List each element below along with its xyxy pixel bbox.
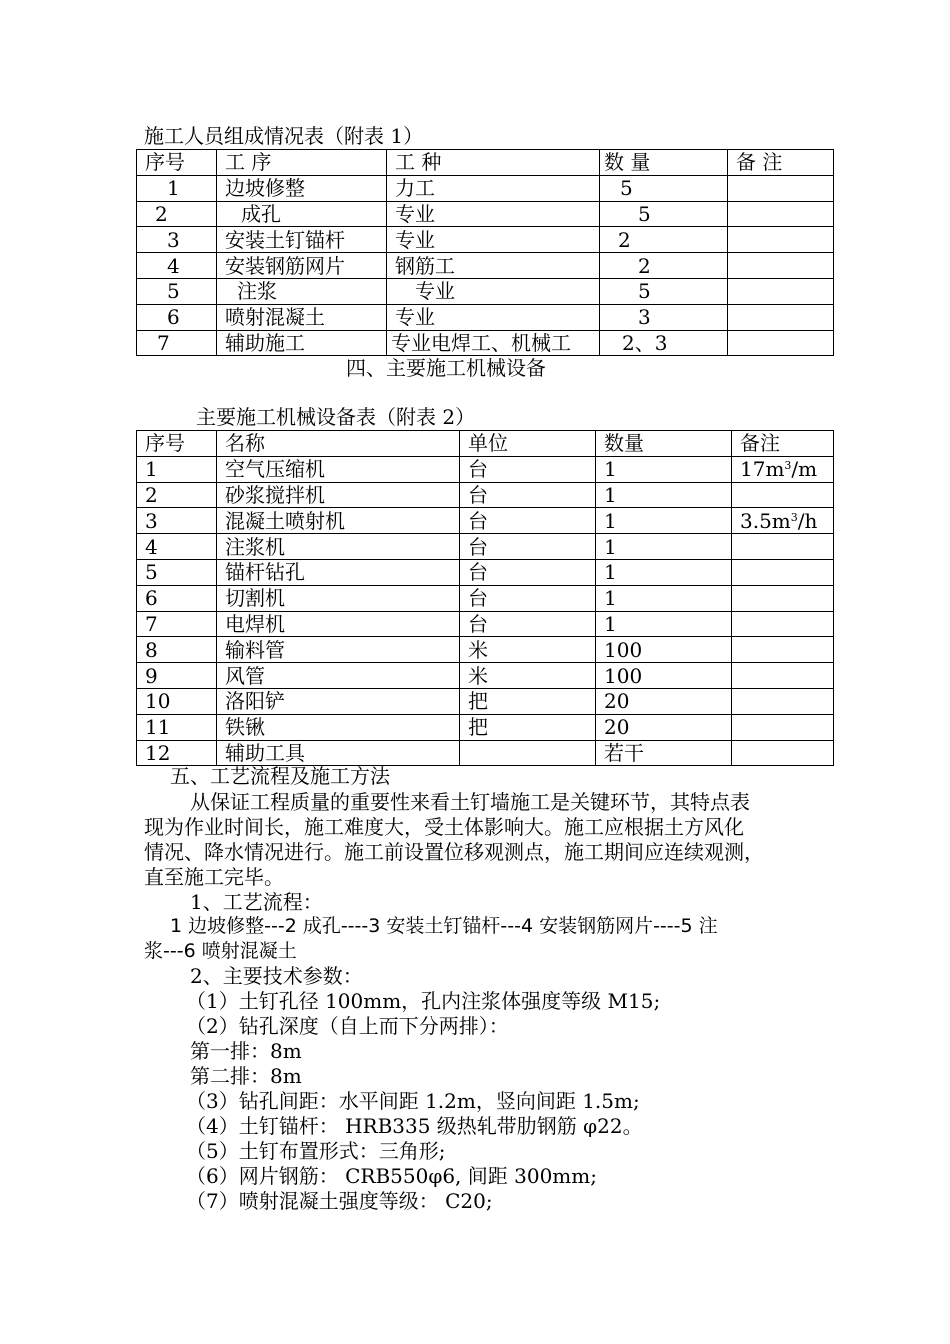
table-cell: 11	[137, 714, 217, 740]
header-cell: 数 量	[600, 150, 728, 176]
param-item: 第一排：8m	[190, 1039, 302, 1063]
table-cell: 若干	[596, 740, 732, 766]
table1-caption: 施工人员组成情况表（附表 1）	[144, 124, 424, 148]
param-item: （7）喷射混凝土强度等级： C20;	[186, 1189, 493, 1213]
table-cell	[728, 175, 834, 201]
table-cell: 混凝土喷射机	[217, 508, 460, 534]
table-cell: 辅助施工	[217, 330, 387, 356]
remark-text: $17m^3/m$	[740, 457, 818, 482]
table-row	[137, 304, 834, 330]
params-title: 2、主要技术参数：	[190, 964, 363, 988]
table-cell	[732, 740, 834, 766]
table-row	[137, 201, 834, 227]
table-cell: 3	[600, 304, 728, 330]
table-cell: 洛阳铲	[217, 688, 460, 714]
table-cell: 10	[137, 688, 217, 714]
table-cell: 20	[596, 714, 732, 740]
table-cell: 9	[137, 663, 217, 689]
table-cell: 输料管	[217, 637, 460, 663]
table-cell: 专业电焊工、机械工	[387, 330, 600, 356]
table-cell: 台	[460, 534, 596, 560]
table-row	[137, 456, 834, 482]
table-cell: 4	[137, 253, 217, 279]
process-line-1: 1 边坡修整---2 成孔----3 安装土钉锚杆---4 安装钢筋网片----5 注	[170, 915, 718, 937]
table-row	[137, 637, 834, 663]
table-cell: 喷射混凝土	[217, 304, 387, 330]
table-cell: 专业	[387, 227, 600, 253]
table-cell: 边坡修整	[217, 175, 387, 201]
table-row	[137, 482, 834, 508]
table-cell: 5	[600, 201, 728, 227]
table-cell: 台	[460, 585, 596, 611]
table-cell	[732, 508, 834, 534]
table-cell	[732, 714, 834, 740]
table-cell	[728, 278, 834, 304]
table-cell: 2、3	[600, 330, 728, 356]
personnel-table	[136, 149, 834, 356]
table-row	[137, 534, 834, 560]
table-cell: 专业	[387, 278, 600, 304]
table-cell: 2	[137, 482, 217, 508]
remark-text: $3.5m^3/h$	[740, 508, 818, 533]
table2-caption: 主要施工机械设备表（附表 2）	[196, 405, 476, 429]
table-cell: 4	[137, 534, 217, 560]
table-cell: 7	[137, 330, 217, 356]
param-item: （1）土钉孔径 100mm，孔内注浆体强度等级 M15;	[186, 989, 661, 1013]
table-cell: 3	[137, 227, 217, 253]
table-cell: 钢筋工	[387, 253, 600, 279]
param-item: （5）土钉布置形式：三角形;	[186, 1139, 446, 1163]
param-item: （6）网片钢筋： CRB550φ6, 间距 300mm;	[186, 1164, 597, 1188]
table-cell	[728, 227, 834, 253]
table-cell: 风管	[217, 663, 460, 689]
table-row	[137, 253, 834, 279]
header-cell: 备注	[732, 431, 834, 457]
table-cell: 注浆机	[217, 534, 460, 560]
table-cell: 2	[600, 253, 728, 279]
table-cell: 5	[600, 175, 728, 201]
header-cell: 备 注	[728, 150, 834, 176]
table-cell: 1	[596, 585, 732, 611]
section5-title: 五、工艺流程及施工方法	[170, 764, 390, 788]
table-cell	[728, 253, 834, 279]
table-cell: 把	[460, 688, 596, 714]
table-cell: 台	[460, 482, 596, 508]
param-item: （3）钻孔间距：水平间距 1.2m，竖向间距 1.5m;	[186, 1089, 640, 1113]
table-cell: 安装土钉锚杆	[217, 227, 387, 253]
table-cell: 6	[137, 304, 217, 330]
process-title: 1、工艺流程：	[190, 890, 323, 914]
table-cell	[732, 688, 834, 714]
intro-line-4: 直至施工完毕。	[144, 865, 284, 889]
table-cell	[732, 456, 834, 482]
table-cell: 1	[596, 508, 732, 534]
table-cell: 注浆	[217, 278, 387, 304]
table-row	[137, 663, 834, 689]
table-row	[137, 559, 834, 585]
table-cell: 台	[460, 611, 596, 637]
table-cell: 台	[460, 456, 596, 482]
table-cell: 专业	[387, 201, 600, 227]
table-cell: 5	[137, 559, 217, 585]
table-cell: 8	[137, 637, 217, 663]
table-cell	[728, 304, 834, 330]
intro-line-1: 从保证工程质量的重要性来看土钉墙施工是关键环节，其特点表	[190, 790, 750, 814]
header-cell: 单位	[460, 431, 596, 457]
table-row	[137, 508, 834, 534]
table-cell: 米	[460, 637, 596, 663]
table-cell: 台	[460, 508, 596, 534]
table-cell: 20	[596, 688, 732, 714]
table-cell: 2	[600, 227, 728, 253]
table-cell	[460, 740, 596, 766]
intro-line-3: 情况、降水情况进行。施工前设置位移观测点，施工期间应连续观测，	[144, 840, 764, 864]
table-cell	[728, 330, 834, 356]
table-cell: 把	[460, 714, 596, 740]
header-cell: 工 种	[387, 150, 600, 176]
header-cell: 数量	[596, 431, 732, 457]
param-item: （2）钻孔深度（自上而下分两排）：	[186, 1014, 509, 1038]
table-cell: 7	[137, 611, 217, 637]
table-row	[137, 278, 834, 304]
table-cell: 1	[596, 559, 732, 585]
table-cell: 1	[596, 611, 732, 637]
table-cell: 5	[137, 278, 217, 304]
table-cell: 1	[596, 534, 732, 560]
table-row	[137, 714, 834, 740]
table-cell: 砂浆搅拌机	[217, 482, 460, 508]
table-cell: 米	[460, 663, 596, 689]
table-cell: 1	[596, 482, 732, 508]
table-cell	[732, 534, 834, 560]
table-cell	[732, 585, 834, 611]
table-cell: 切割机	[217, 585, 460, 611]
table-cell: 安装钢筋网片	[217, 253, 387, 279]
table-cell	[732, 611, 834, 637]
table-cell: 专业	[387, 304, 600, 330]
header-cell: 序号	[137, 431, 217, 457]
table-cell: 铁锹	[217, 714, 460, 740]
table-cell: 100	[596, 663, 732, 689]
table-cell: 3	[137, 508, 217, 534]
section4-title: 四、主要施工机械设备	[346, 356, 546, 380]
table-cell: 1	[596, 456, 732, 482]
table-cell: 6	[137, 585, 217, 611]
header-cell: 名称	[217, 431, 460, 457]
header-cell: 序号	[137, 150, 217, 176]
table-row	[137, 740, 834, 766]
equipment-table	[136, 430, 834, 766]
table-cell: 5	[600, 278, 728, 304]
table-row	[137, 611, 834, 637]
table-cell	[732, 482, 834, 508]
param-item: （4）土钉锚杆： HRB335 级热轧带肋钢筋 φ22。	[186, 1114, 643, 1138]
table-cell	[732, 637, 834, 663]
header-cell: 工 序	[217, 150, 387, 176]
table-cell: 力工	[387, 175, 600, 201]
table-cell: 2	[137, 201, 217, 227]
table-cell: 台	[460, 559, 596, 585]
intro-line-2: 现为作业时间长，施工难度大，受土体影响大。施工应根据土方风化	[144, 815, 744, 839]
table-cell: 1	[137, 456, 217, 482]
table-row	[137, 175, 834, 201]
process-line-2: 浆---6 喷射混凝土	[144, 940, 297, 962]
table-cell	[732, 663, 834, 689]
table-cell	[728, 201, 834, 227]
table-cell	[732, 559, 834, 585]
table-row	[137, 330, 834, 356]
table-row	[137, 227, 834, 253]
table-header-row	[137, 150, 834, 176]
table-row	[137, 585, 834, 611]
table-cell: 1	[137, 175, 217, 201]
table-cell: 辅助工具	[217, 740, 460, 766]
table-header-row	[137, 431, 834, 457]
table-cell: 100	[596, 637, 732, 663]
table-cell: 12	[137, 740, 217, 766]
param-item: 第二排：8m	[190, 1064, 302, 1088]
table-cell: 电焊机	[217, 611, 460, 637]
table-cell: 空气压缩机	[217, 456, 460, 482]
table-row	[137, 688, 834, 714]
table-cell: 锚杆钻孔	[217, 559, 460, 585]
table-cell: 成孔	[217, 201, 387, 227]
